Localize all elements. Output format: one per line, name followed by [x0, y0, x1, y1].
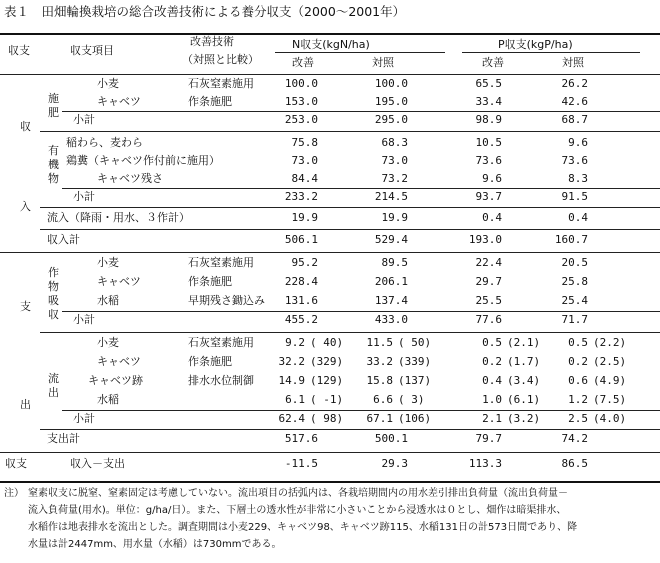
group-sakumotsu-char-1: 作 [48, 266, 59, 279]
cell-n-taisho: 19.9 [381, 211, 408, 224]
rule-expense-end [0, 452, 660, 453]
row-item-label: キャベツ [97, 355, 141, 368]
row-item-label: 小計 [73, 313, 95, 326]
cell-p-kaizen: 33.4 [475, 95, 502, 108]
cell-p-taisho-load: (4.9) [593, 374, 627, 387]
group-sakumotsu-char-3: 吸 [48, 294, 59, 307]
cell-n-taisho: 15.8 [366, 374, 393, 387]
cell-n-taisho: 73.2 [381, 172, 408, 185]
row-item-label: 小計 [73, 113, 95, 126]
note-line: 流入負荷量(用水)。単位：g/ha/日）。また、下層土の透水性が非常に小さいことから浸透水は０とし、畑作は暗渠排水、 [28, 505, 567, 516]
group-ryushutsu-char-2: 出 [48, 386, 59, 399]
header-taisho-hikaku: （対照と比較） [182, 53, 259, 66]
cell-n-taisho: 73.0 [381, 154, 408, 167]
cell-p-taisho: 8.3 [568, 172, 588, 185]
cell-p-taisho: 25.4 [561, 294, 588, 307]
row-item-label: 小麦 [97, 336, 119, 349]
cell-p-kaizen: 79.7 [475, 432, 502, 445]
header-shushi: 収支 [8, 44, 30, 57]
cell-p-taisho: 68.7 [561, 113, 588, 126]
cell-p-taisho-load: (7.5) [593, 393, 627, 406]
cell-n-kaizen: 73.0 [291, 154, 318, 167]
cell-p-kaizen-load: (1.7) [507, 355, 541, 368]
row-item-label: 水稲 [97, 294, 119, 307]
rule-income-end [0, 252, 660, 253]
cell-n-taisho: 433.0 [374, 313, 408, 326]
cell-p-kaizen: 1.0 [482, 393, 502, 406]
cell-n-kaizen: 100.0 [284, 77, 318, 90]
cell-n-kaizen: 253.0 [284, 113, 318, 126]
row-item-label: 小計 [73, 412, 95, 425]
cell-n-taisho: 214.5 [374, 190, 408, 203]
row-item-label: キャベツ残さ [97, 172, 163, 185]
cell-n-kaizen: 153.0 [284, 95, 318, 108]
row-tech-label: 石灰窒素施用 [188, 256, 254, 269]
cell-p-taisho: 160.7 [554, 233, 588, 246]
cell-p-kaizen: 77.6 [475, 313, 502, 326]
row-tech-label: 石灰窒素施用 [188, 336, 254, 349]
cell-p-taisho: 73.6 [561, 154, 588, 167]
row-item-label: 鶏糞（キャベツ作付前に施用） [66, 154, 220, 167]
cell-n-taisho-load: ( 50) [398, 336, 432, 349]
header-kaizen-gijutsu: 改善技術 [190, 35, 234, 48]
cell-p-kaizen-load: (3.2) [507, 412, 541, 425]
cell-n-kaizen: 75.8 [291, 136, 318, 149]
rule-outflow-end [40, 429, 660, 430]
group-yuuki-char-2: 機 [48, 158, 59, 171]
section-income-char-2: 入 [20, 200, 31, 213]
cell-p-taisho: 71.7 [561, 313, 588, 326]
cell-n-taisho: 68.3 [381, 136, 408, 149]
rule-absorb-end [40, 332, 660, 333]
header-p-kaizen: 改善 [482, 56, 504, 69]
cell-n-kaizen: 228.4 [284, 275, 318, 288]
group-seihi-char-2: 肥 [48, 106, 59, 119]
cell-p-taisho: 42.6 [561, 95, 588, 108]
cell-n-kaizen: 131.6 [284, 294, 318, 307]
section-expense-char-1: 支 [20, 300, 31, 313]
cell-p-kaizen: 10.5 [475, 136, 502, 149]
cell-n-kaizen: 62.4 [278, 412, 305, 425]
header-bottom-rule [0, 74, 660, 75]
row-item-label: キャベツ跡 [88, 374, 143, 387]
cell-p-taisho: 20.5 [561, 256, 588, 269]
cell-p-taisho: 9.6 [568, 136, 588, 149]
cell-p-kaizen: 0.4 [482, 374, 502, 387]
cell-p-taisho: 91.5 [561, 190, 588, 203]
cell-n-taisho: 137.4 [374, 294, 408, 307]
table-title: 表１ 田畑輪換栽培の総合改善技術による養分収支（2000～2001年） [4, 4, 406, 19]
row-tech-label: 排水水位制御 [188, 374, 254, 387]
rule-absorb-subtotal [62, 311, 660, 312]
note-prefix: 注） [4, 488, 24, 499]
cell-p-kaizen: 2.1 [482, 412, 502, 425]
cell-n-kaizen-load: ( 98) [310, 412, 344, 425]
rule-inflow-end [40, 229, 660, 230]
cell-p-kaizen: 93.7 [475, 190, 502, 203]
cell-p-kaizen: 0.5 [482, 336, 502, 349]
cell-n-taisho-load: (339) [398, 355, 432, 368]
cell-p-taisho: 74.2 [561, 432, 588, 445]
cell-n-kaizen: 32.2 [278, 355, 305, 368]
cell-n-taisho: 11.5 [366, 336, 393, 349]
note-line: 窒素収支に脱窒、窒素固定は考慮していない。流出項目の括弧内は、各栽培期間内の用水差引排出負荷量（流出負荷量－ [28, 488, 568, 499]
cell-n-kaizen-load: ( -1) [310, 393, 344, 406]
cell-n-taisho: 295.0 [374, 113, 408, 126]
section-income-char-1: 収 [20, 120, 31, 133]
cell-n-taisho: 195.0 [374, 95, 408, 108]
rule-seihi-end [40, 131, 660, 132]
cell-p-taisho: 0.4 [568, 211, 588, 224]
note-line: 水稲作は地表排水を流出とした。調査期間は小麦229、キャベツ98、キャベツ跡115、水稲131日の計573日間であり、降 [28, 522, 578, 533]
cell-n-kaizen: 233.2 [284, 190, 318, 203]
cell-p-taisho: 0.5 [568, 336, 588, 349]
header-p-taisho: 対照 [562, 56, 584, 69]
cell-p-taisho-load: (2.2) [593, 336, 627, 349]
cell-n-kaizen: 95.2 [291, 256, 318, 269]
cell-n-taisho: 529.4 [374, 233, 408, 246]
cell-p-kaizen: 193.0 [468, 233, 502, 246]
row-item-label: 支出計 [47, 432, 80, 445]
cell-n-kaizen: 84.4 [291, 172, 318, 185]
cell-p-kaizen-load: (6.1) [507, 393, 541, 406]
header-shushi-koumoku: 収支項目 [70, 44, 114, 57]
row-item-label: 流入（降雨・用水、３作計） [47, 211, 190, 224]
row-tech-label: 石灰窒素施用 [188, 77, 254, 90]
row-item-label: キャベツ [97, 95, 141, 108]
group-yuuki-char-1: 有 [48, 144, 59, 157]
cell-p-kaizen: 25.5 [475, 294, 502, 307]
header-n-kaizen: 改善 [292, 56, 314, 69]
cell-n-taisho: 100.0 [374, 77, 408, 90]
header-p-title: P収支(kgP/ha) [498, 38, 573, 51]
cell-n-taisho: 89.5 [381, 256, 408, 269]
rule-yuuki-end [40, 207, 660, 208]
section-expense-char-2: 出 [20, 398, 31, 411]
header-n-title: N収支(kgN/ha) [292, 38, 370, 51]
cell-p-kaizen: 113.3 [468, 457, 502, 470]
cell-p-taisho: 0.2 [568, 355, 588, 368]
row-item-label: 小計 [73, 190, 95, 203]
group-ryushutsu-char-1: 流 [48, 372, 59, 385]
cell-n-kaizen: 14.9 [278, 374, 305, 387]
row-tech-label: 作条施肥 [188, 95, 232, 108]
cell-n-taisho-load: (106) [398, 412, 432, 425]
cell-p-taisho: 1.2 [568, 393, 588, 406]
cell-n-kaizen: 455.2 [284, 313, 318, 326]
cell-n-kaizen-load: (329) [310, 355, 344, 368]
cell-p-kaizen: 0.4 [482, 211, 502, 224]
group-yuuki-char-3: 物 [48, 172, 59, 185]
group-seihi-char-1: 施 [48, 92, 59, 105]
note-line: 水量は計2447mm、用水量（水稲）は730mmである。 [28, 539, 282, 550]
p-header-rule [462, 52, 640, 53]
cell-n-taisho: 500.1 [374, 432, 408, 445]
cell-n-taisho: 29.3 [381, 457, 408, 470]
cell-p-kaizen: 22.4 [475, 256, 502, 269]
header-n-taisho: 対照 [372, 56, 394, 69]
row-tech-label: 早期残さ鋤込み [188, 294, 265, 307]
row-tech-label: 作条施肥 [188, 355, 232, 368]
cell-p-taisho: 26.2 [561, 77, 588, 90]
cell-n-kaizen: 506.1 [284, 233, 318, 246]
cell-p-kaizen: 9.6 [482, 172, 502, 185]
cell-n-taisho-load: (137) [398, 374, 432, 387]
cell-n-taisho: 33.2 [366, 355, 393, 368]
row-item-label: 収入計 [47, 233, 80, 246]
n-header-rule [275, 52, 445, 53]
cell-n-kaizen: 9.2 [285, 336, 305, 349]
cell-n-taisho: 6.6 [373, 393, 393, 406]
cell-n-taisho: 67.1 [366, 412, 393, 425]
cell-n-kaizen: 517.6 [284, 432, 318, 445]
cell-n-kaizen: 6.1 [285, 393, 305, 406]
row-item-label: 収入－支出 [70, 457, 125, 470]
cell-p-kaizen-load: (2.1) [507, 336, 541, 349]
cell-p-taisho-load: (2.5) [593, 355, 627, 368]
cell-p-kaizen-load: (3.4) [507, 374, 541, 387]
row-item-label: 水稲 [97, 393, 119, 406]
group-sakumotsu-char-2: 物 [48, 280, 59, 293]
cell-p-kaizen: 98.9 [475, 113, 502, 126]
cell-p-kaizen: 65.5 [475, 77, 502, 90]
cell-p-kaizen: 73.6 [475, 154, 502, 167]
rule-balance-end [0, 481, 660, 483]
cell-n-kaizen-load: (129) [310, 374, 344, 387]
balance-section-label: 収支 [5, 457, 27, 470]
row-item-label: キャベツ [97, 275, 141, 288]
row-item-label: 稲わら、麦わら [66, 136, 143, 149]
group-sakumotsu-char-4: 収 [48, 308, 59, 321]
cell-p-taisho: 0.6 [568, 374, 588, 387]
cell-p-taisho: 2.5 [568, 412, 588, 425]
cell-n-kaizen-load: ( 40) [310, 336, 344, 349]
row-tech-label: 作条施肥 [188, 275, 232, 288]
rule-seihi-subtotal [62, 111, 660, 112]
rule-yuuki-subtotal [62, 188, 660, 189]
cell-p-taisho: 25.8 [561, 275, 588, 288]
cell-p-kaizen: 0.2 [482, 355, 502, 368]
cell-n-taisho: 206.1 [374, 275, 408, 288]
cell-n-kaizen: 19.9 [291, 211, 318, 224]
rule-outflow-subtotal [62, 410, 660, 411]
cell-n-kaizen: -11.5 [284, 457, 318, 470]
row-item-label: 小麦 [97, 77, 119, 90]
cell-n-taisho-load: ( 3) [398, 393, 425, 406]
cell-p-taisho-load: (4.0) [593, 412, 627, 425]
row-item-label: 小麦 [97, 256, 119, 269]
cell-p-taisho: 86.5 [561, 457, 588, 470]
top-rule [0, 33, 660, 35]
cell-p-kaizen: 29.7 [475, 275, 502, 288]
